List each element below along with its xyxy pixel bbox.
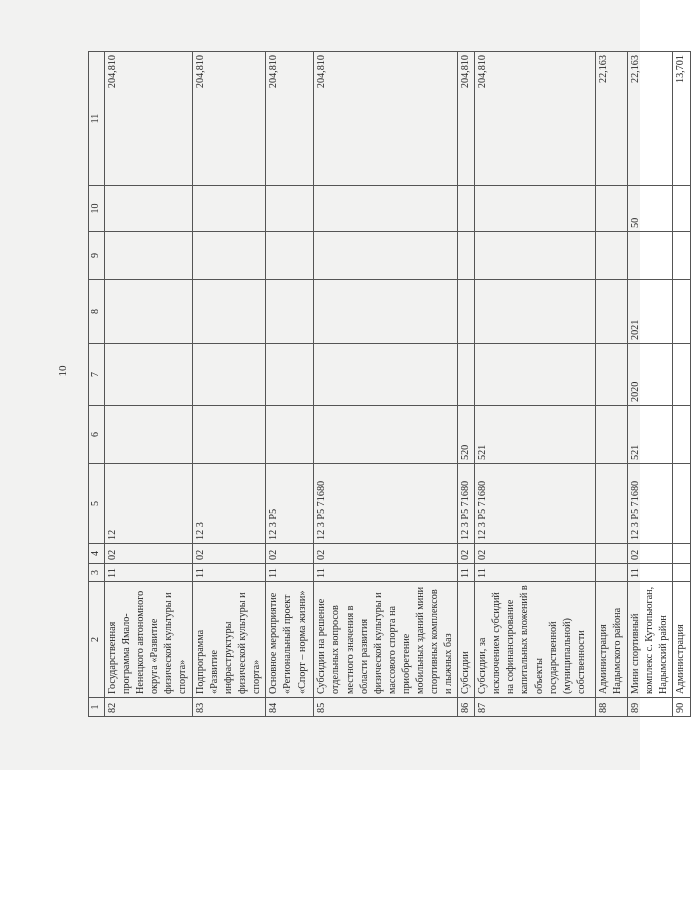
cell-col-11: 204,810	[458, 52, 475, 186]
cell-col-2: Государственная программа Ямало-Ненецкого автономного округа «Развитие физической культуры и спорта»	[105, 582, 193, 698]
cell-col-3	[673, 564, 690, 582]
table-row	[475, 52, 596, 717]
cell-col-10	[105, 186, 193, 232]
col-header-2: 2	[89, 582, 105, 698]
cell-col-11: 204,810	[193, 52, 266, 186]
cell-col-5: 12 3 P5 71680	[475, 464, 596, 544]
cell-col-1: 89	[628, 698, 673, 717]
cell-col-2: Субсидии, за исключением субсидий на софинансирование капитальных вложений в объекты государственной (муниципальной) собственности	[475, 582, 596, 698]
cell-col-1: 85	[314, 698, 458, 717]
col-header-10: 10	[89, 186, 105, 232]
cell-col-11: 13,701	[673, 52, 690, 186]
cell-col-8	[673, 280, 690, 344]
cell-col-5: 12	[105, 464, 193, 544]
cell-col-9	[105, 232, 193, 280]
cell-col-6	[673, 406, 690, 464]
col-header-11: 11	[89, 52, 105, 186]
cell-col-10: 50	[628, 186, 673, 232]
cell-col-11: 22,163	[596, 52, 628, 186]
cell-col-2: Мини спортивный комплекс с. Кутопьюган, Надымский район	[628, 582, 673, 698]
table-row	[193, 52, 266, 717]
cell-col-1: 87	[475, 698, 596, 717]
cell-col-3: 11	[458, 564, 475, 582]
cell-col-2: Основное мероприятие «Региональный проект «Спорт – норма жизни»	[266, 582, 314, 698]
table-row	[266, 52, 314, 717]
table-row	[458, 52, 475, 717]
cell-col-6	[314, 406, 458, 464]
cell-col-3: 11	[475, 564, 596, 582]
cell-col-9	[193, 232, 266, 280]
table-row	[105, 52, 193, 717]
table-row	[628, 52, 673, 717]
cell-col-2: Подпрограмма «Развитие инфраструктуры физической культуры и спорта»	[193, 582, 266, 698]
cell-col-5: 12 3 P5 71680	[314, 464, 458, 544]
cell-col-7	[475, 344, 596, 406]
cell-col-1: 83	[193, 698, 266, 717]
cell-col-6	[266, 406, 314, 464]
cell-col-4: 02	[458, 544, 475, 564]
cell-col-6: 521	[628, 406, 673, 464]
cell-col-4: 02	[628, 544, 673, 564]
cell-col-8: 2021	[628, 280, 673, 344]
cell-col-7	[458, 344, 475, 406]
cell-col-7	[314, 344, 458, 406]
cell-col-5	[673, 464, 690, 544]
cell-col-10	[458, 186, 475, 232]
cell-col-4	[673, 544, 690, 564]
cell-col-8	[475, 280, 596, 344]
cell-col-10	[475, 186, 596, 232]
cell-col-8	[266, 280, 314, 344]
budget-table	[88, 51, 691, 717]
page-number: 10	[57, 365, 69, 377]
cell-col-1: 82	[105, 698, 193, 717]
table-row	[673, 52, 690, 717]
cell-col-4: 02	[266, 544, 314, 564]
cell-col-11: 204,810	[475, 52, 596, 186]
cell-col-5	[596, 464, 628, 544]
cell-col-8	[105, 280, 193, 344]
cell-col-5: 12 3 P5 71680	[628, 464, 673, 544]
cell-col-6: 520	[458, 406, 475, 464]
cell-col-3: 11	[105, 564, 193, 582]
cell-col-1: 90	[673, 698, 690, 717]
cell-col-6	[105, 406, 193, 464]
cell-col-4: 02	[475, 544, 596, 564]
cell-col-9	[314, 232, 458, 280]
cell-col-1: 88	[596, 698, 628, 717]
col-header-9: 9	[89, 232, 105, 280]
cell-col-6	[596, 406, 628, 464]
cell-col-3: 11	[628, 564, 673, 582]
cell-col-9	[475, 232, 596, 280]
cell-col-9	[628, 232, 673, 280]
table-row	[314, 52, 458, 717]
col-header-3: 3	[89, 564, 105, 582]
cell-col-5: 12 3 P5	[266, 464, 314, 544]
cell-col-9	[266, 232, 314, 280]
cell-col-1: 86	[458, 698, 475, 717]
cell-col-3: 11	[266, 564, 314, 582]
cell-col-7: 2020	[628, 344, 673, 406]
cell-col-7	[105, 344, 193, 406]
table-body	[89, 52, 691, 717]
cell-col-8	[596, 280, 628, 344]
cell-col-4: 02	[314, 544, 458, 564]
col-header-7: 7	[89, 344, 105, 406]
col-header-4: 4	[89, 544, 105, 564]
col-header-6: 6	[89, 406, 105, 464]
cell-col-9	[458, 232, 475, 280]
cell-col-4: 02	[105, 544, 193, 564]
cell-col-2: Администрация Надымского района	[596, 582, 628, 698]
cell-col-5: 12 3	[193, 464, 266, 544]
cell-col-10	[596, 186, 628, 232]
cell-col-8	[314, 280, 458, 344]
table-row	[596, 52, 628, 717]
col-header-5: 5	[89, 464, 105, 544]
col-header-1: 1	[89, 698, 105, 717]
cell-col-9	[596, 232, 628, 280]
cell-col-7	[266, 344, 314, 406]
cell-col-3	[596, 564, 628, 582]
cell-col-2: Администрация	[673, 582, 690, 698]
cell-col-4	[596, 544, 628, 564]
rotated-table-container	[88, 52, 687, 717]
cell-col-11: 204,810	[314, 52, 458, 186]
cell-col-2: Субсидии	[458, 582, 475, 698]
col-header-8: 8	[89, 280, 105, 344]
cell-col-10	[193, 186, 266, 232]
cell-col-11: 22,163	[628, 52, 673, 186]
cell-col-8	[193, 280, 266, 344]
cell-col-6	[193, 406, 266, 464]
cell-col-10	[314, 186, 458, 232]
cell-col-3: 11	[193, 564, 266, 582]
cell-col-1: 84	[266, 698, 314, 717]
header-row	[89, 52, 105, 717]
cell-col-6: 521	[475, 406, 596, 464]
cell-col-7	[193, 344, 266, 406]
cell-col-7	[673, 344, 690, 406]
cell-col-10	[673, 186, 690, 232]
cell-col-7	[596, 344, 628, 406]
cell-col-8	[458, 280, 475, 344]
cell-col-11: 204,810	[105, 52, 193, 186]
cell-col-11: 204,810	[266, 52, 314, 186]
cell-col-2: Субсидии на решение отдельных вопросов местного значения в области развития физической культуры и массового спорта на приобретение мобильных зданий мини спортивных комплексов и лыжных баз	[314, 582, 458, 698]
cell-col-9	[673, 232, 690, 280]
cell-col-10	[266, 186, 314, 232]
cell-col-5: 12 3 P5 71680	[458, 464, 475, 544]
cell-col-3: 11	[314, 564, 458, 582]
cell-col-4: 02	[193, 544, 266, 564]
